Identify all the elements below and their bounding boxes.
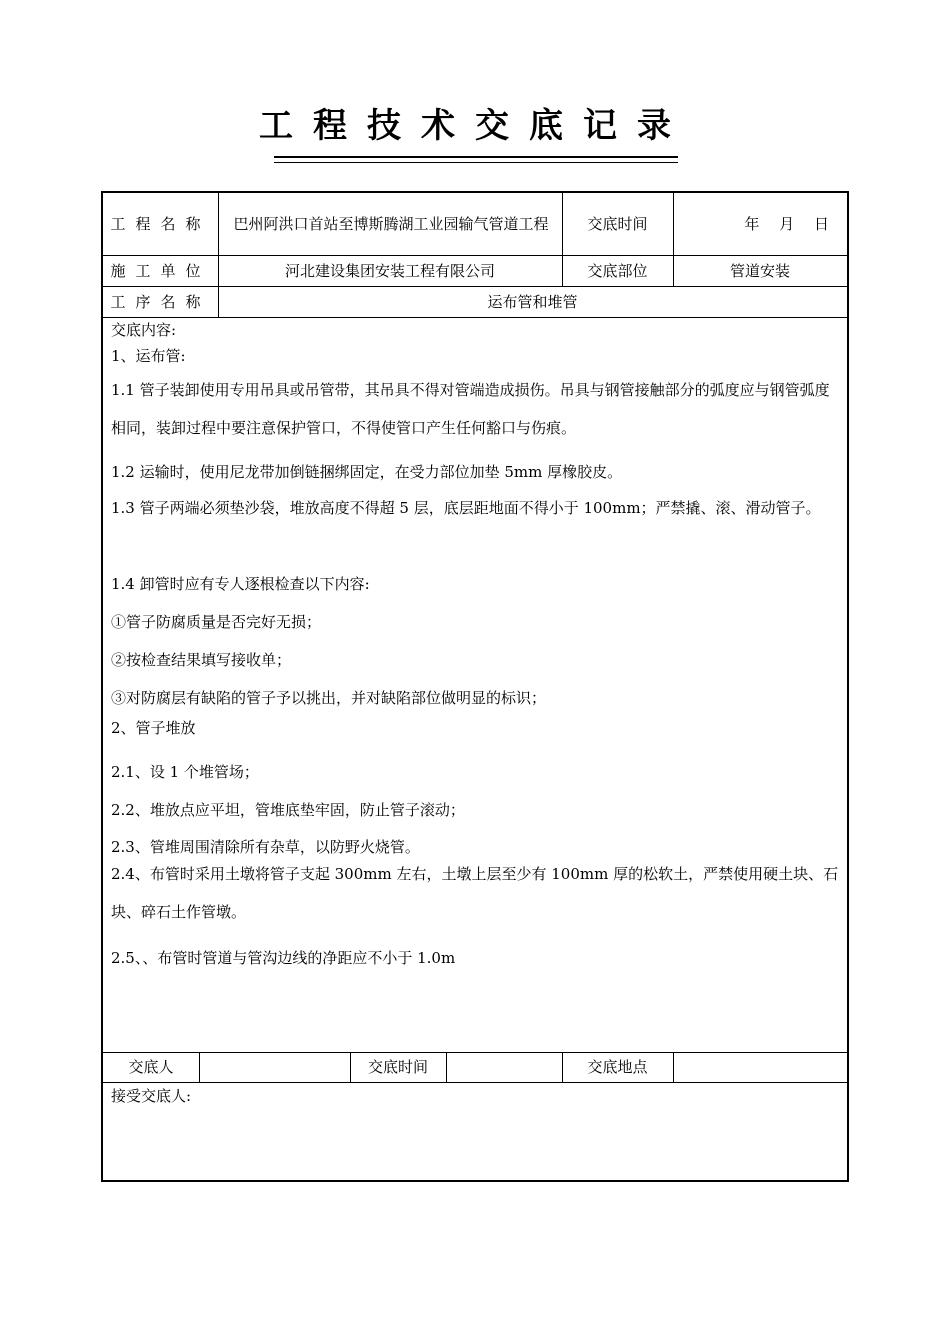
place-label: 交底地点: [587, 1058, 648, 1076]
disclosure-part-value: 管道安装: [729, 261, 790, 280]
paragraph: 1.2 运输时，使用尼龙带加倒链捆绑固定，在受力部位加垫 5mm 厚橡胶皮。: [111, 463, 623, 481]
discloser-value: [199, 1052, 350, 1082]
project-name-value: 巴州阿洪口首站至博斯腾湖工业园输气管道工程: [233, 215, 549, 233]
section-heading: 2、管子堆放: [111, 719, 196, 737]
content-label: 交底内容:: [111, 321, 177, 339]
place-value: [673, 1052, 847, 1082]
row-divider: [103, 1082, 847, 1083]
discloser-label: 交底人: [128, 1058, 174, 1076]
disclosure-part-label: 交底部位: [587, 261, 648, 280]
contractor-value: 河北建设集团安装工程有限公司: [284, 261, 495, 280]
section-heading: 1、运布管:: [111, 347, 186, 365]
paragraph: 1.1 管子装卸使用专用吊具或吊管带，其吊具不得对管端造成损伤。吊具与钢管接触部分的弧度应与钢管弧度相同，装卸过程中要注意保护管口，不得使管口产生任何豁口与伤痕。: [111, 381, 830, 437]
page-title: 工程技术交底记录: [259, 106, 691, 146]
paragraph: 2.3、管堆周围清除所有杂草，以防野火烧管。: [111, 838, 420, 856]
footer-time-value: [446, 1052, 562, 1082]
paragraph: 2.1、设 1 个堆管场；: [111, 763, 259, 781]
footer-time-label: 交底时间: [367, 1058, 428, 1076]
receiver-label: 接受交底人:: [111, 1087, 192, 1105]
disclosure-time-value: 年 月 日: [744, 215, 829, 233]
paragraph: 1.3 管子两端必须垫沙袋，堆放高度不得超 5 层，底层距地面不得小于 100mm；严禁撬、滚、滑动管子。: [111, 499, 821, 517]
paragraph: 2.5、、布管时管道与管沟边线的净距应不小于 1.0m: [111, 949, 456, 967]
disclosure-time-label: 交底时间: [587, 215, 648, 233]
row-divider: [103, 317, 847, 318]
process-label: 工序名称: [110, 292, 211, 311]
list-item: ①管子防腐质量是否完好无损；: [111, 613, 322, 631]
paragraph: 1.4 卸管时应有专人逐根检查以下内容:: [111, 575, 370, 593]
list-item: ②按检查结果填写接收单；: [111, 651, 292, 669]
process-value: 运布管和堆管: [487, 292, 578, 311]
contractor-label: 施工单位: [110, 261, 211, 280]
project-name-label: 工程名称: [110, 215, 211, 233]
disclosure-form: [101, 191, 849, 1182]
title-underline-thin: [274, 162, 678, 163]
list-item: ③对防腐层有缺陷的管子予以挑出，并对缺陷部位做明显的标识；: [111, 689, 547, 707]
paragraph: 2.4、布管时采用土墩将管子支起 300mm 左右，土墩上层至少有 100mm 厚的松软土，严禁使用硬土块、石块、碎石土作管墩。: [111, 865, 839, 921]
title-underline: [274, 156, 678, 158]
paragraph: 2.2、堆放点应平坦，管堆底垫牢固，防止管子滚动；: [111, 801, 465, 819]
